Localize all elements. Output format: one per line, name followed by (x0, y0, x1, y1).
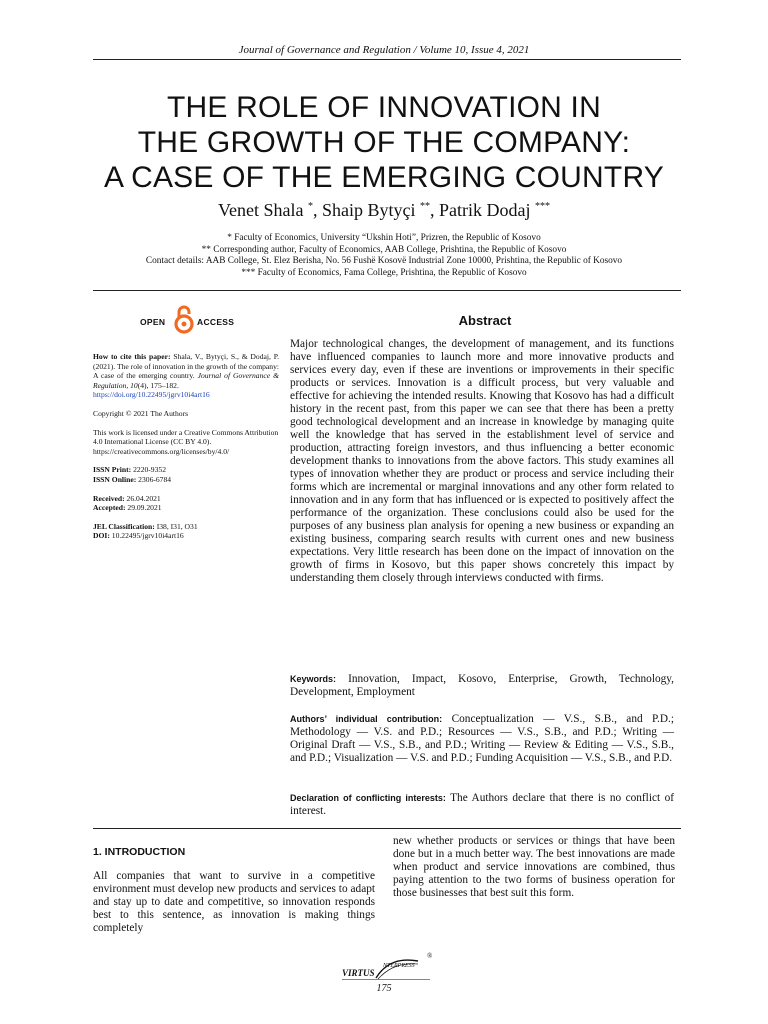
citation-journal: Journal of Governance & Regulation, 10 (93, 371, 279, 390)
title-line: THE GROWTH OF THE COMPANY: (137, 126, 631, 159)
publisher-logo (338, 952, 438, 984)
issn-print: 2220-9352 (133, 465, 166, 475)
jel-codes: I38, I31, O31 (156, 521, 198, 531)
logo-virtus: VIRTUS (342, 968, 375, 978)
keywords-text: Innovation, Impact, Kosovo, Enterprise, Growth, Technology, Development, Employment (290, 673, 674, 698)
keywords-label: Keywords: (290, 674, 337, 684)
registered-mark: ® (427, 952, 433, 960)
issn-block (93, 465, 279, 484)
author-mark: *** (534, 201, 550, 212)
citation-pages: (4), 175–182. (137, 380, 179, 390)
license-text: This work is licensed under a Creative Commons Attribution 4.0 International License (CC BY 4.0). https://creativecommons.org/licenses/by/4.0/ (93, 427, 279, 456)
author-name: Shaip Bytyçi (321, 200, 416, 220)
logo-interpress: NTERPRESS (383, 963, 415, 969)
author-contribution (290, 713, 674, 765)
copyright-text: Copyright © 2021 The Authors (93, 408, 189, 418)
contribution-text: Conceptualization — V.S., S.B., and P.D.; Methodology — V.S. and P.D.; Resources — V.S., S.B., and P.D.; Writing — Original Draft — V.S., S.B., and P.D.; Writing — Review & Editing — V.S., S.B., and P.D.; Visualization — V.S. and P.D.; Funding Acquisition — V.S., S.B., and P.D. (290, 713, 675, 764)
dates-block (93, 494, 279, 513)
keywords (290, 673, 674, 699)
author-name: Patrik Dodaj (438, 200, 531, 220)
accepted-date: 29.09.2021 (127, 503, 162, 513)
accepted-label: Accepted: (93, 503, 126, 513)
affiliation-line: *** Faculty of Economics, Fama College, Prishtina, the Republic of Kosovo (241, 267, 527, 278)
affiliation-line: Contact details: AAB College, St. Elez Berisha, No. 56 Fushë Kosovë Industrial Zone 10000, Prishtina, the Republic of Kosovo (145, 256, 623, 266)
doi-link[interactable]: https://doi.org/10.22495/jgrv10i4art16 (93, 390, 210, 400)
open-access-label: OPEN (140, 317, 166, 327)
conflict-text: The Authors declare that there is no conflict of interest. (290, 792, 674, 817)
abstract-body: Major technological changes, the development of management, and its functions have influenced companies to launch more and more innovative products and services every day, even if these are inventions or improvements in their specific products or services. Innovation is a difficult process, but very valuable and effective for achieving the intended results. Knowing that Kosovo has had a difficult history in the recent past, from this paper we can see that there has been a pretty good technological development and an increase in knowledge by managing quite well the knowledge that has served in the establishment level of service and production, attracting foreign investors, and thus influencing a better economic development thanks to innovations from the above factors. This study examines all types of innovation whether they are product or process and service including their forms which are incremental or marginal innovations and any other form related to innovation and in any form that has influenced or is expected to positively affect the performance of the organization. These conclusions could also be used for the purposes of any business plan analysis for opening a new business or expanding an existing business, comparing search results with current ones and new business expectations. Very little research has been done on the impact of innovation on the growth of firms in Kosovo, but this paper shows concretely this impact by understanding them closely through interviews conducted with firms. (290, 338, 674, 584)
author-mark: * (307, 201, 313, 212)
paper-title (60, 90, 708, 195)
citation-label: How to cite this paper: (93, 352, 171, 361)
received-date: 26.04.2021 (126, 493, 161, 503)
doi-label: DOI: (93, 531, 110, 541)
author-mark: ** (419, 201, 430, 212)
doi-value: 10.22495/jgrv10i4art16 (111, 531, 184, 541)
running-head: Journal of Governance and Regulation / Volume 10, Issue 4, 2021 (238, 44, 530, 56)
section-rule (93, 290, 681, 291)
classification-block (93, 522, 279, 541)
open-lock-icon (173, 304, 195, 334)
conflict-declaration (290, 792, 674, 818)
jel-label: JEL Classification: (93, 521, 155, 531)
header-rule (93, 59, 681, 60)
intro-heading: 1. INTRODUCTION (93, 846, 186, 858)
citation-block (93, 352, 279, 400)
issn-online-label: ISSN Online: (93, 474, 137, 484)
intro-right-column: new whether products or services or things that have been done but in a much better way. The best innovations are made when product and service innovations are combined, thus paying attention to the two forms of business operation for those businesses that best suit this form. (393, 835, 675, 899)
title-line: A CASE OF THE EMERGING COUNTRY (104, 161, 664, 194)
abstract-heading: Abstract (458, 313, 512, 328)
conflict-label: Declaration of conflicting interests: (290, 793, 446, 803)
received-label: Received: (93, 493, 125, 503)
page-number: 175 (376, 983, 392, 994)
access-label: ACCESS (197, 317, 235, 327)
citation-text: Shala, V., Bytyçi, S., & Dodaj, P. (2021). The role of innovation in the growth of the company: A case of the emerging country. (93, 352, 279, 381)
affiliation-line: * Faculty of Economics, University “Ukshin Hoti”, Prizren, the Republic of Kosovo (227, 233, 541, 243)
author-list: Venet Shala *, Shaip Bytyçi **, Patrik Dodaj *** (218, 200, 550, 220)
affiliations (60, 233, 708, 279)
issn-online: 2306-6784 (138, 474, 172, 484)
affiliation-line: ** Corresponding author, Faculty of Economics, AAB College, Prishtina, the Republic of Kosovo (201, 244, 567, 255)
title-line: THE ROLE OF INNOVATION IN (167, 91, 601, 124)
author-name: Venet Shala (218, 200, 304, 220)
article-metadata (93, 352, 279, 550)
intro-left-column: All companies that want to survive in a competitive environment must develop new products and services to adapt and stay up to date and competitive, so innovation responds best to this sentence, as innovation is making things completely (93, 870, 375, 934)
section-rule (93, 828, 681, 829)
issn-print-label: ISSN Print: (93, 465, 132, 475)
open-access-badge (140, 304, 260, 334)
contribution-label: Authors’ individual contribution: (290, 714, 443, 724)
